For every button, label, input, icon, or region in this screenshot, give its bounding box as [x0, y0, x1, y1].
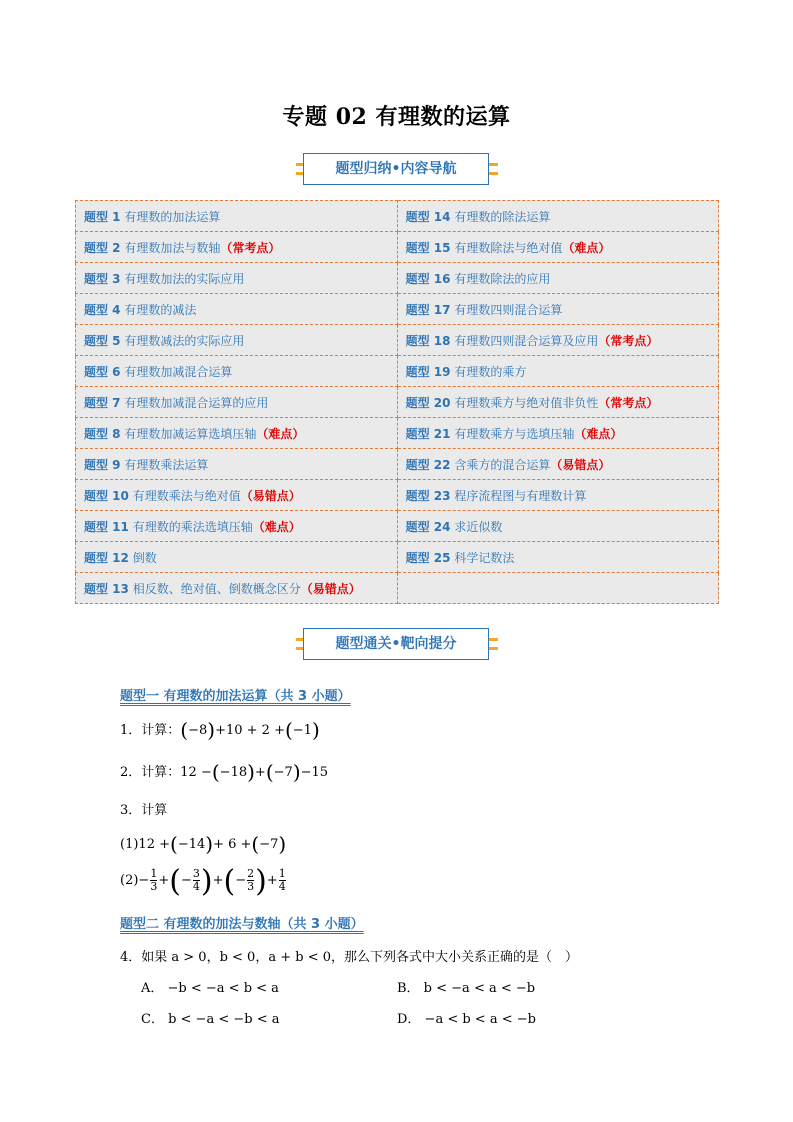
- nav-row: [76, 542, 719, 573]
- option-c: C． b < −a < −b < a: [141, 1012, 280, 1027]
- part-label: (2): [120, 873, 139, 888]
- nav-row: [76, 573, 719, 604]
- nav-cell-left: [76, 356, 398, 387]
- topic-title: 有理数减法的实际应用: [124, 333, 245, 348]
- paren: ): [255, 864, 267, 899]
- nav-cell-right: [397, 511, 718, 542]
- paren: ): [292, 760, 301, 784]
- nav-cell-right: [397, 232, 718, 263]
- topic-title: 有理数乘法运算: [124, 457, 209, 472]
- nav-row: [76, 201, 719, 232]
- nav-cell-right: [397, 387, 718, 418]
- practice-banner: [296, 628, 498, 662]
- topic-tag: （易错点）: [300, 581, 361, 596]
- topic-title: 有理数四则混合运算: [454, 302, 563, 317]
- q1-expression: [180, 718, 320, 742]
- q2-prefix: 2．计算：: [120, 765, 181, 780]
- topic-title: 有理数加法的实际应用: [124, 271, 245, 286]
- topic-tag: （难点）: [562, 240, 611, 255]
- term: −15: [300, 765, 329, 780]
- term: +10 + 2 +: [215, 723, 285, 738]
- paren: ): [278, 832, 287, 856]
- term: 12 −: [180, 765, 212, 780]
- fraction: [150, 868, 157, 893]
- topic-label: 题型 21: [405, 426, 451, 441]
- topic-label: 题型 23: [405, 488, 451, 503]
- part-label: (1): [120, 837, 139, 852]
- term: + 6 +: [213, 837, 252, 852]
- topic-label: 题型 15: [405, 240, 451, 255]
- topic-title: 有理数乘方与选填压轴: [454, 426, 575, 441]
- topic-label: 题型 16: [405, 271, 451, 286]
- nav-row: [76, 480, 719, 511]
- nav-row: [76, 294, 719, 325]
- topic-label: 题型 12: [84, 550, 129, 565]
- numerator: 3: [192, 867, 200, 880]
- topic-title: 有理数加减混合运算: [124, 364, 233, 379]
- option-d: D． −a < b < a < −b: [397, 1012, 536, 1027]
- nav-row: [76, 449, 719, 480]
- topic-label: 题型 6: [84, 364, 121, 379]
- topic-title: 有理数加法与数轴: [124, 240, 221, 255]
- fraction: [193, 868, 200, 893]
- nav-cell-left: [76, 294, 398, 325]
- topic-title: 有理数的减法: [124, 302, 197, 317]
- topic-label: 题型 11: [84, 519, 129, 534]
- nav-cell-left: [76, 325, 398, 356]
- q2-expression: [180, 760, 329, 784]
- nav-row: [76, 418, 719, 449]
- nav-cell-right: [397, 542, 718, 573]
- nav-row: [76, 387, 719, 418]
- nav-cell-left: [76, 418, 398, 449]
- q3-2-expression: [120, 864, 287, 899]
- topic-label: 题型 22: [405, 457, 451, 472]
- paren: (: [211, 760, 220, 784]
- operator: +: [266, 873, 278, 888]
- nav-cell-right: [397, 573, 718, 604]
- nav-row: [76, 356, 719, 387]
- paren: ): [207, 718, 216, 742]
- topic-label: 题型 20: [405, 395, 451, 410]
- term: −1: [292, 723, 312, 738]
- nav-cell-left: [76, 232, 398, 263]
- sign: −: [180, 873, 192, 888]
- fraction: [279, 868, 286, 893]
- paren: ): [247, 760, 255, 784]
- paren: (: [265, 760, 274, 784]
- question-2: [120, 760, 328, 784]
- topic-title: 有理数的乘法选填压轴: [132, 519, 253, 534]
- nav-row: [76, 232, 719, 263]
- topic-label: 题型 13: [84, 581, 129, 596]
- topic-tag: （常考点）: [598, 395, 659, 410]
- topic-label: 题型 17: [405, 302, 451, 317]
- topic-label: 题型 18: [405, 333, 451, 348]
- nav-cell-left: [76, 387, 398, 418]
- sign: −: [138, 873, 150, 888]
- term: −18: [219, 765, 248, 780]
- topic-title: 有理数加减运算选填压轴: [124, 426, 257, 441]
- topic-title: 有理数加减混合运算的应用: [124, 395, 269, 410]
- topic-title: 含乘方的混合运算: [454, 457, 551, 472]
- topic-title: 有理数乘法与绝对值: [132, 488, 241, 503]
- topic-title: 程序流程图与有理数计算: [454, 488, 587, 503]
- numerator: 1: [150, 867, 158, 880]
- nav-row: [76, 511, 719, 542]
- denominator: 4: [278, 880, 286, 893]
- section-heading-2: 题型二 有理数的加法与数轴（共 3 小题）: [120, 917, 364, 932]
- question-3-part-1: [120, 832, 286, 856]
- term: 12 +: [138, 837, 170, 852]
- nav-cell-right: [397, 263, 718, 294]
- nav-cell-right: [397, 480, 718, 511]
- nav-cell-right: [397, 418, 718, 449]
- topic-title: 求近似数: [454, 519, 503, 534]
- topic-title: 有理数的除法运算: [454, 209, 551, 224]
- nav-cell-right: [397, 356, 718, 387]
- paren: (: [180, 718, 189, 742]
- topic-title: 有理数的加法运算: [124, 209, 221, 224]
- topic-label: 题型 24: [405, 519, 451, 534]
- topic-tag: （常考点）: [598, 333, 659, 348]
- operator: +: [212, 873, 224, 888]
- topic-title: 相反数、绝对值、倒数概念区分: [132, 581, 301, 596]
- term: −14: [177, 837, 206, 852]
- nav-row: [76, 263, 719, 294]
- topic-title: 有理数除法与绝对值: [454, 240, 563, 255]
- term: −7: [273, 765, 293, 780]
- term: −8: [188, 723, 208, 738]
- nav-cell-right: [397, 449, 718, 480]
- option-b: B． b < −a < a < −b: [397, 981, 536, 996]
- paren: (: [251, 832, 260, 856]
- topic-navigation-table: [75, 200, 719, 604]
- topic-title: 有理数的乘方: [454, 364, 527, 379]
- paren: ): [200, 864, 213, 899]
- paren: (: [169, 864, 181, 899]
- topic-tag: （难点）: [256, 426, 305, 441]
- denominator: 3: [150, 880, 158, 893]
- topic-title: 有理数乘方与绝对值非负性: [454, 395, 599, 410]
- nav-cell-right: [397, 201, 718, 232]
- q3-1-expression: [120, 832, 287, 856]
- topic-label: 题型 1: [84, 209, 121, 224]
- nav-cell-left: [76, 201, 398, 232]
- topic-label: 题型 10: [84, 488, 129, 503]
- paren: ): [205, 832, 214, 856]
- page-title: 专题 02 有理数的运算: [282, 104, 511, 130]
- topic-label: 题型 4: [84, 302, 121, 317]
- topic-tag: （易错点）: [550, 457, 611, 472]
- denominator: 4: [192, 880, 200, 893]
- nav-cell-left: [76, 511, 398, 542]
- banner-label: 题型归纳•内容导航: [303, 153, 489, 185]
- option-a: A． −b < −a < b < a: [141, 981, 279, 996]
- numerator: 2: [247, 867, 255, 880]
- topic-label: 题型 9: [84, 457, 121, 472]
- operator: +: [158, 873, 170, 888]
- paren: (: [223, 864, 236, 899]
- topic-label: 题型 14: [405, 209, 451, 224]
- topic-label: 题型 7: [84, 395, 121, 410]
- term: −7: [259, 837, 279, 852]
- nav-cell-left: [76, 542, 398, 573]
- question-4: 4．如果 a > 0，b < 0，a + b < 0，那么下列各式中大小关系正确的是（ ）: [120, 950, 578, 965]
- topic-title: 倒数: [132, 550, 157, 565]
- q1-prefix: 1．计算：: [120, 723, 181, 738]
- topic-title: 有理数除法的应用: [454, 271, 551, 286]
- numerator: 1: [278, 867, 286, 880]
- topic-label: 题型 25: [405, 550, 451, 565]
- nav-cell-left: [76, 263, 398, 294]
- nav-cell-left: [76, 449, 398, 480]
- fraction: [247, 868, 254, 893]
- sign: −: [235, 873, 247, 888]
- question-3-part-2: [120, 864, 287, 899]
- topic-label: 题型 3: [84, 271, 121, 286]
- topic-tag: （难点）: [252, 519, 301, 534]
- topic-label: 题型 19: [405, 364, 451, 379]
- paren: (: [170, 832, 178, 856]
- question-1: [120, 718, 320, 742]
- term: +: [254, 765, 266, 780]
- topic-label: 题型 8: [84, 426, 121, 441]
- topic-tag: （常考点）: [220, 240, 281, 255]
- paren: ): [311, 718, 320, 742]
- nav-cell-right: [397, 294, 718, 325]
- topic-label: 题型 2: [84, 240, 121, 255]
- topic-tag: （易错点）: [240, 488, 301, 503]
- nav-banner: [296, 153, 498, 187]
- nav-cell-left: [76, 480, 398, 511]
- nav-cell-right: [397, 325, 718, 356]
- banner2-label: 题型通关•靶向提分: [303, 628, 489, 660]
- topic-tag: （难点）: [574, 426, 623, 441]
- question-3: 3．计算: [120, 803, 168, 818]
- paren: (: [284, 718, 293, 742]
- section-heading-1: 题型一 有理数的加法运算（共 3 小题）: [120, 689, 351, 704]
- topic-title: 科学记数法: [454, 550, 515, 565]
- denominator: 3: [247, 880, 255, 893]
- topic-title: 有理数四则混合运算及应用: [454, 333, 599, 348]
- topic-label: 题型 5: [84, 333, 121, 348]
- nav-row: [76, 325, 719, 356]
- nav-cell-left: [76, 573, 398, 604]
